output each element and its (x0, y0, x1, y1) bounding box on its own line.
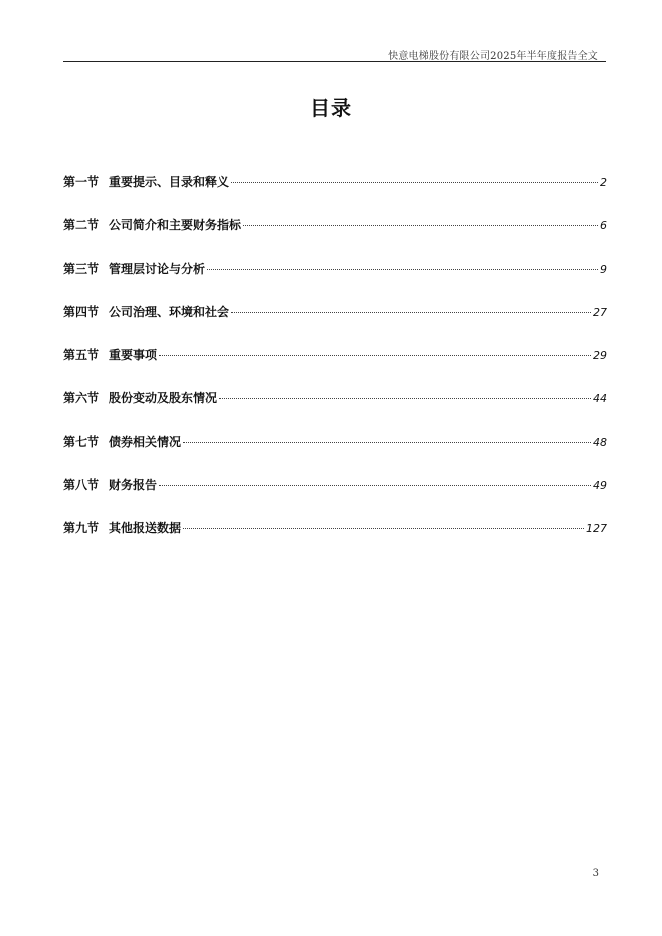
toc-section-heading: 管理层讨论与分析 (109, 261, 206, 276)
toc-section-number: 第二节 (63, 218, 100, 233)
toc-section-heading: 股份变动及股东情况 (109, 391, 218, 406)
toc-section-number: 第一节 (63, 175, 100, 189)
toc-dot-leader (231, 312, 591, 313)
toc-page-number: 6 (600, 219, 607, 233)
toc-page-number: 44 (593, 392, 607, 406)
page-title: 目录 (310, 96, 352, 120)
toc-section-number: 第三节 (63, 261, 100, 276)
toc-entry[interactable] (63, 389, 607, 407)
toc-section-heading: 债券相关情况 (109, 434, 182, 449)
toc-dot-leader (231, 182, 598, 183)
toc-dot-leader (159, 355, 591, 356)
toc-section-number: 第八节 (63, 478, 100, 493)
toc-entry[interactable] (63, 476, 607, 494)
toc-section-heading: 财务报告 (109, 478, 158, 493)
toc-entry[interactable] (63, 519, 607, 537)
toc-page-number: 127 (586, 522, 607, 536)
toc-dot-leader (243, 225, 598, 226)
toc-dot-leader (207, 269, 598, 270)
document-header: 快意电梯股份有限公司2025年半年度报告全文 (388, 51, 598, 62)
toc-page-number: 27 (593, 305, 607, 319)
toc-section-heading: 公司简介和主要财务指标 (109, 218, 242, 233)
toc-section-heading: 公司治理、环境和社会 (109, 304, 230, 319)
toc-dot-leader (183, 442, 591, 443)
header-divider (63, 61, 606, 62)
toc-page-number: 2 (600, 176, 607, 189)
toc-entry[interactable] (63, 433, 607, 451)
toc-entry[interactable] (63, 346, 607, 364)
toc-page-number: 48 (593, 435, 607, 449)
toc-page-number: 9 (600, 262, 607, 276)
toc-section-number: 第七节 (63, 434, 100, 449)
table-of-contents (63, 173, 607, 563)
toc-section-number: 第六节 (63, 391, 100, 406)
toc-section-heading: 重要提示、目录和释义 (109, 175, 230, 189)
toc-dot-leader (219, 398, 591, 399)
toc-page-number: 29 (593, 349, 607, 363)
toc-dot-leader (183, 528, 584, 529)
toc-section-number: 第九节 (63, 521, 100, 536)
toc-entry[interactable] (63, 173, 607, 191)
toc-section-number: 第四节 (63, 304, 100, 319)
toc-section-number: 第五节 (63, 348, 100, 363)
toc-section-heading: 重要事项 (109, 348, 158, 363)
toc-entry[interactable] (63, 303, 607, 321)
toc-page-number: 49 (593, 479, 607, 493)
page-number: 3 (592, 868, 599, 879)
toc-entry[interactable] (63, 216, 607, 234)
toc-section-heading: 其他报送数据 (109, 521, 182, 536)
toc-dot-leader (159, 485, 591, 486)
toc-entry[interactable] (63, 260, 607, 278)
